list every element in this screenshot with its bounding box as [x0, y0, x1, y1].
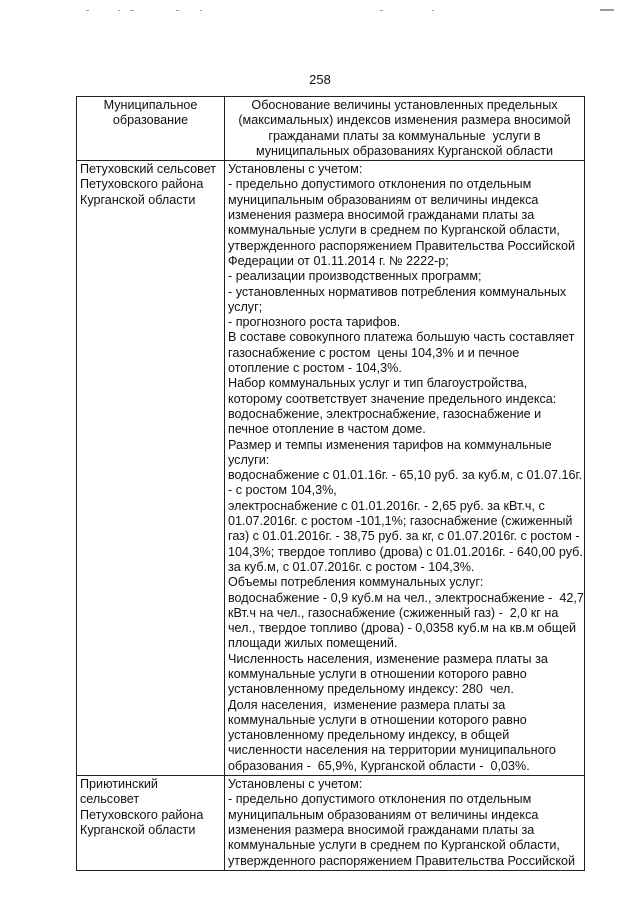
justification-line: 01.07.2016г. с ростом -101,1%; газоснабжение (сжиженный — [228, 514, 573, 529]
justification-line: печное отопление в частом доме. — [228, 422, 426, 437]
justification-line: - установленных нормативов потребления коммунальных — [228, 284, 567, 299]
justification-line: Размер и темпы изменения тарифов на коммунальные — [228, 437, 552, 452]
justification-line: В составе совокупного платежа большую часть составляет — [228, 330, 575, 345]
justification-line: водоснабжение, электроснабжение, газоснабжение и — [228, 406, 542, 421]
municipality-line: Петуховский сельсовет — [80, 162, 217, 177]
justification-line: Федерации от 01.11.2014 г. № 2222-р; — [228, 253, 449, 268]
justification-line: Численность населения, изменение размера платы за — [228, 651, 548, 666]
justification-line: коммунальные услуги в отношении которого равно — [228, 712, 527, 727]
justification-line: - прогнозного роста тарифов. — [228, 315, 401, 330]
justification-line: площади жилых помещений. — [228, 636, 398, 651]
justification-line: водоснабжение - 0,9 куб.м на чел., электроснабжение - 42,7 — [228, 590, 584, 605]
header-justification: Обоснование величины установленных предельных (максимальных) индексов изменения размера вносимой гражданами платы за коммунальные услуги в муниципальных образованиях Курганской области — [225, 97, 585, 161]
justification-line: газоснабжение с ростом цены 104,3% и и печное — [228, 345, 520, 360]
justification-line: услуг; — [228, 299, 263, 314]
justification-line: изменения размера вносимой гражданами платы за — [228, 822, 535, 837]
justification-table — [76, 96, 585, 871]
justification-line: - с ростом 104,3%, — [228, 483, 337, 498]
justification-line: Набор коммунальных услуг и тип благоустройства, — [228, 376, 528, 391]
municipality-line: сельсовет — [80, 792, 140, 807]
justification-line: услуги: — [228, 452, 270, 467]
table-row — [77, 776, 585, 871]
justification-line: коммунальные услуги в среднем по Курганской области, — [228, 838, 560, 853]
table-header-row — [77, 97, 585, 161]
justification-line: - реализации производственных программ; — [228, 269, 482, 284]
justification-line: коммунальные услуги в отношении которого равно — [228, 666, 527, 681]
justification-line: Объемы потребления коммунальных услуг: — [228, 575, 484, 590]
page-number: 258 — [309, 72, 331, 87]
justification-line: утвержденного распоряжением Правительства Российской — [228, 238, 576, 253]
justification-line: водоснабжение с 01.01.16г. - 65,10 руб. за куб.м, с 01.07.16г. — [228, 468, 583, 483]
justification-line: - предельно допустимого отклонения по отдельным — [228, 177, 532, 192]
justification-line: газ) с 01.01.2016г. - 38,75 руб. за кг, с 01.07.2016г. с ростом - — [228, 529, 580, 544]
justification-line: Установлены с учетом: — [228, 162, 363, 177]
justification-line: которому соответствует значение предельного индекса: — [228, 391, 557, 406]
municipality-cell — [77, 776, 225, 871]
justification-line: Установлены с учетом: — [228, 777, 363, 792]
table-row — [77, 161, 585, 776]
justification-line: образования - 65,9%, Курганской области - 0,03%. — [228, 758, 530, 773]
justification-line: коммунальные услуги в среднем по Курганской области, — [228, 223, 560, 238]
justification-line: муниципальным образованиям от величины индекса — [228, 192, 539, 207]
header-municipality: Муниципальное образование — [77, 97, 225, 161]
justification-line: чел., твердое топливо (дрова) - 0,0358 куб.м на кв.м общей — [228, 621, 577, 636]
municipality-line: Курганской области — [80, 192, 196, 207]
table-body — [77, 161, 585, 871]
municipality-cell — [77, 161, 225, 776]
scan-artifact-marks — [80, 6, 620, 14]
justification-cell — [225, 161, 585, 776]
justification-line: численности населения на территории муниципального — [228, 743, 556, 758]
justification-line: электроснабжение с 01.01.2016г. - 2,65 руб. за кВт.ч, с — [228, 498, 545, 513]
justification-line: изменения размера вносимой гражданами платы за — [228, 208, 535, 223]
justification-line: 104,3%; твердое топливо (дрова) с 01.01.2016г. - 640,00 руб. — [228, 544, 583, 559]
justification-line: за куб.м, с 01.07.2016г. с ростом - 104,3%. — [228, 559, 475, 574]
justification-line: отопление с ростом - 104,3%. — [228, 361, 402, 376]
justification-line: Доля населения, изменение размера платы за — [228, 697, 506, 712]
justification-line: установленному предельному индексу: 280 чел. — [228, 682, 514, 697]
municipality-line: Петуховского района — [80, 177, 204, 192]
justification-line: - предельно допустимого отклонения по отдельным — [228, 792, 532, 807]
municipality-line: Петуховского района — [80, 807, 204, 822]
justification-line: муниципальным образованиям от величины индекса — [228, 807, 539, 822]
municipality-line: Приютинский — [80, 777, 158, 792]
justification-cell — [225, 776, 585, 871]
municipality-line: Курганской области — [80, 822, 196, 837]
justification-line: утвержденного распоряжением Правительства Российской — [228, 853, 576, 868]
justification-line: кВт.ч на чел., газоснабжение (сжиженный газ) - 2,0 кг на — [228, 605, 559, 620]
justification-line: установленному предельному индексу, в общей — [228, 728, 510, 743]
